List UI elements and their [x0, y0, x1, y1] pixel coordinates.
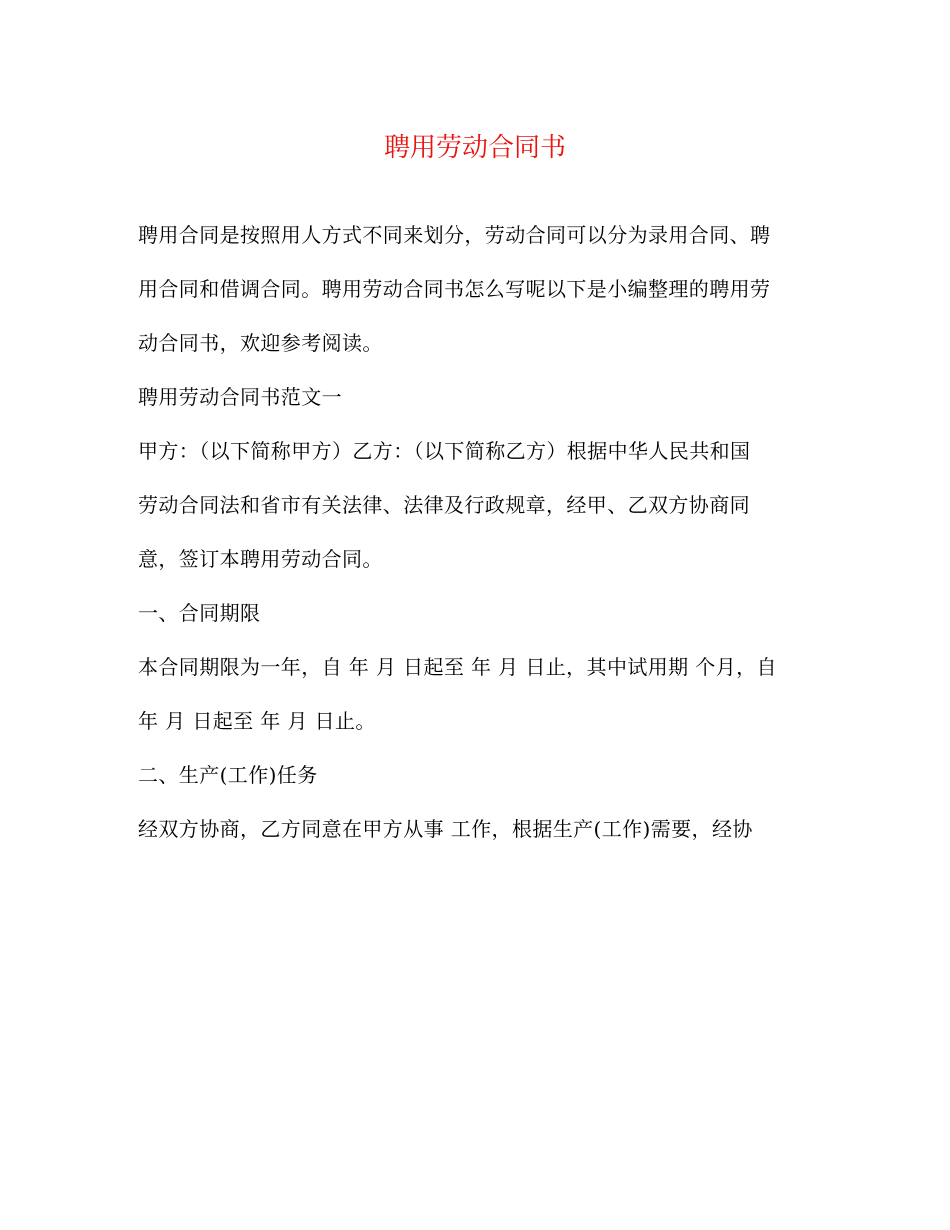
document-body [138, 208, 818, 856]
parties-line-3: 意，签订本聘用劳动合同。 [138, 547, 383, 571]
parties-line-1: 甲方：（以下简称甲方）乙方：（以下简称乙方）根据中华人民共和国 [138, 439, 751, 463]
intro-line-3: 动合同书，欢迎参考阅读。 [138, 331, 383, 355]
clause-heading-work-task: 二、生产(工作)任务 [138, 763, 318, 787]
contract-term-line-1: 本合同期限为一年，自 年 月 日起至 年 月 日止，其中试用期 个月，自 [138, 655, 777, 679]
clause-heading-contract-term: 一、合同期限 [138, 601, 261, 625]
intro-line-2: 用合同和借调合同。聘用劳动合同书怎么写呢以下是小编整理的聘用劳 [138, 277, 771, 301]
contract-term-line-2: 年 月 日起至 年 月 日止。 [138, 709, 376, 733]
document-title: 聘用劳动合同书 [383, 133, 566, 163]
parties-line-2: 劳动合同法和省市有关法律、法律及行政规章，经甲、乙双方协商同 [138, 493, 750, 517]
section-heading-sample-one: 聘用劳动合同书范文一 [138, 385, 342, 409]
work-task-line-1: 经双方协商，乙方同意在甲方从事 工作，根据生产(工作)需要，经协 [138, 817, 753, 841]
intro-line-1: 聘用合同是按照用人方式不同来划分，劳动合同可以分为录用合同、聘 [138, 223, 771, 247]
